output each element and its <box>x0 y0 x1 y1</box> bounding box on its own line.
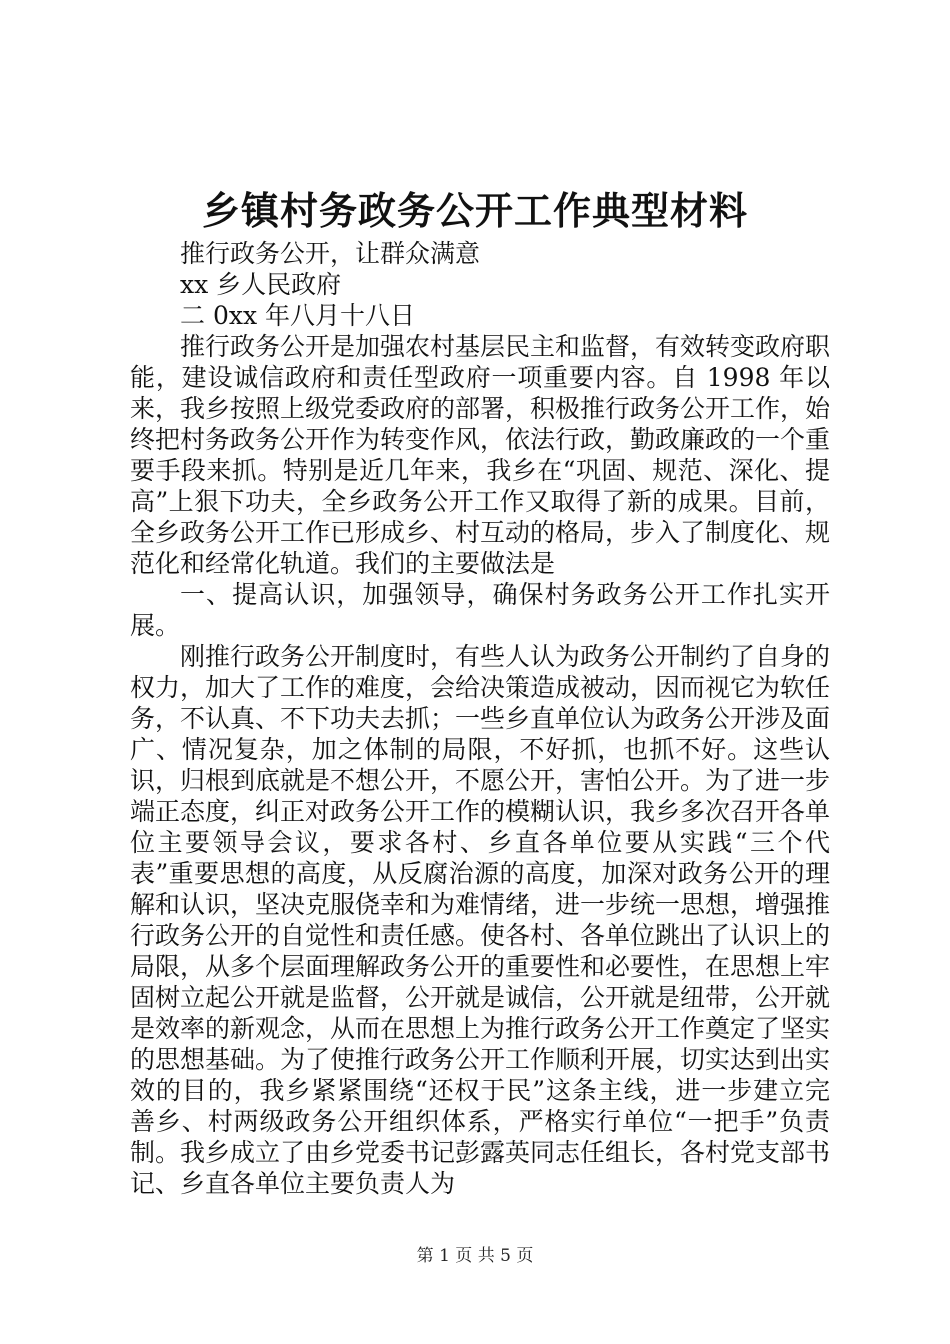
document-author: xx 乡人民政府 <box>180 270 342 299</box>
paragraph-section-1: 刚推行政务公开制度时，有些人认为政务公开制约了自身的权力，加大了工作的难度，会给决策造成被动，因而视它为软任务，不认真、不下功夫去抓；一些乡直单位认为政务公开涉及面广、情况复杂，加之体制的局限，不好抓，也抓不好。这些认识，归根到底就是不想公开，不愿公开，害怕公开。为了进一步端正态度，纠正对政务公开工作的模糊认识，我乡多次召开各单位主要领导会议，要求各村、乡直各单位要从实践“三个代表”重要思想的高度，从反腐治源的高度，加深对政务公开的理解和认识，坚决克服侥幸和为难情绪，进一步统一思想，增强推行政务公开的自觉性和责任感。使各村、各单位跳出了认识上的局限，从多个层面理解政务公开的重要性和必要性，在思想上牢固树立起公开就是监督，公开就是诚信，公开就是纽带，公开就是效率的新观念，从而在思想上为推行政务公开工作奠定了坚实的思想基础。为了使推行政务公开工作顺利开展，切实达到出实效的目的，我乡紧紧围绕“还权于民”这条主线，进一步建立完善乡、村两级政务公开组织体系，严格实行单位“一把手”负责制。我乡成立了由乡党委书记彭露英同志任组长，各村党支部书记、乡直各单位主要负责人为 <box>130 642 831 1198</box>
document-subtitle: 推行政务公开，让群众满意 <box>180 239 481 268</box>
document-title: 乡镇村务政务公开工作典型材料 <box>201 188 748 233</box>
page-footer: 第 1 页 共 5 页 <box>416 1246 534 1266</box>
section-heading-1: 一、提高认识，加强领导，确保村务政务公开工作扎实开展。 <box>130 580 830 640</box>
paragraph-intro: 推行政务公开是加强农村基层民主和监督，有效转变政府职能，建设诚信政府和责任型政府一项重要内容。自 1998 年以来，我乡按照上级党委政府的部署，积极推行政务公开工作，始终把村务政务公开作为转变作风，依法行政，勤政廉政的一个重要手段来抓。特别是近几年来，我乡在“巩固、规范、深化、提高”上狠下功夫，全乡政务公开工作又取得了新的成果。目前，全乡政务公开工作已形成乡、村互动的格局，步入了制度化、规范化和经常化轨道。我们的主要做法是 <box>130 332 831 578</box>
document-date: 二 0xx 年八月十八日 <box>180 301 415 330</box>
document-body <box>130 238 830 1199</box>
